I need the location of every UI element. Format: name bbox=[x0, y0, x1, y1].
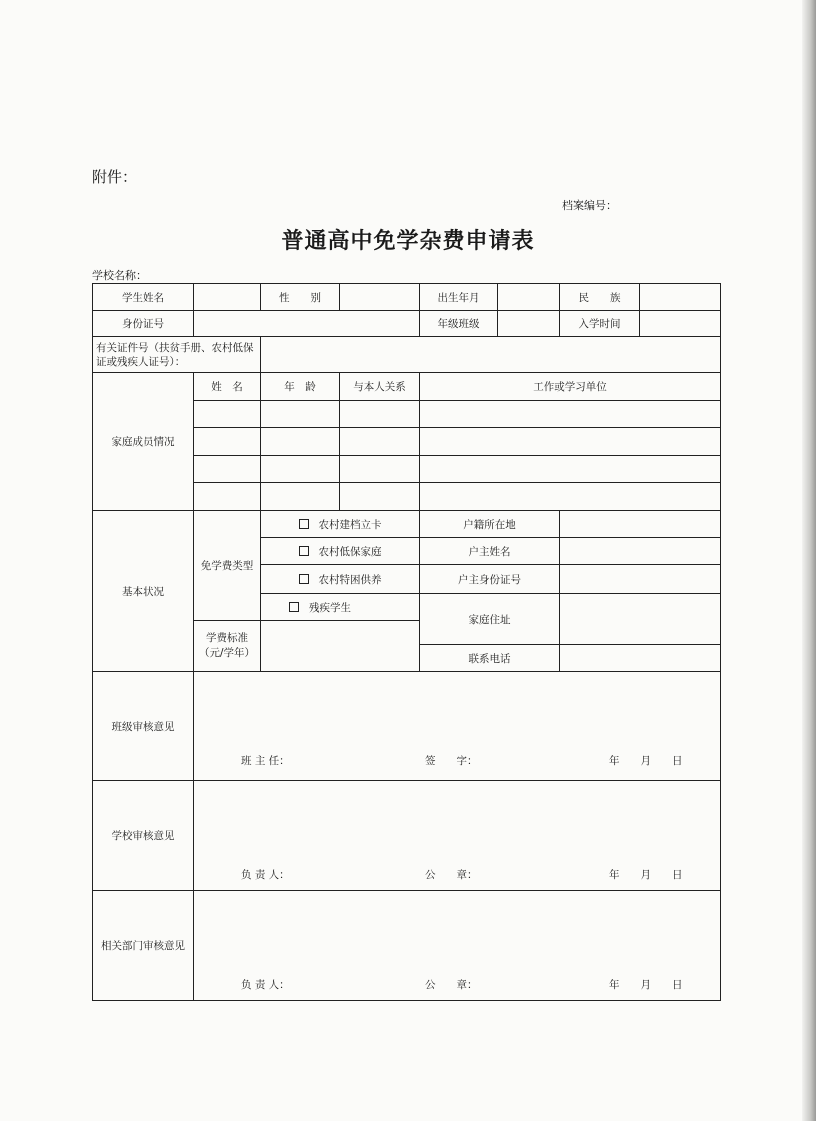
gender-field[interactable] bbox=[340, 284, 420, 311]
birth-field[interactable] bbox=[498, 284, 560, 311]
fee-standard-label: 学费标准（元/学年） bbox=[194, 621, 261, 672]
archive-number-label: 档案编号： bbox=[562, 199, 617, 212]
enroll-date-field[interactable] bbox=[640, 311, 721, 337]
family-header-workplace: 工作或学习单位 bbox=[420, 373, 721, 401]
fee-type-label: 免学费类型 bbox=[194, 511, 261, 621]
ethnicity-label: 民 族 bbox=[560, 284, 640, 311]
householder-name-field[interactable] bbox=[560, 538, 721, 565]
householder-id-field[interactable] bbox=[560, 565, 721, 594]
school-seal-label: 公 章： bbox=[425, 869, 478, 881]
home-address-field[interactable] bbox=[560, 594, 721, 645]
fee-standard-field[interactable] bbox=[261, 621, 420, 672]
school-person-label: 负 责 人： bbox=[241, 869, 290, 881]
grade-class-field[interactable] bbox=[498, 311, 560, 337]
checkbox-icon[interactable] bbox=[299, 519, 309, 529]
application-form-table bbox=[92, 283, 721, 1001]
contact-phone-label: 联系电话 bbox=[420, 645, 560, 672]
checkbox-icon[interactable] bbox=[299, 546, 309, 556]
option-low-income[interactable]: 农村低保家庭 bbox=[261, 538, 420, 565]
class-sign-label: 签 字： bbox=[425, 755, 478, 767]
contact-phone-field[interactable] bbox=[560, 645, 721, 672]
attachment-label: 附件： bbox=[92, 168, 138, 186]
class-date-label: 年 月 日 bbox=[609, 755, 683, 767]
id-number-field[interactable] bbox=[194, 311, 420, 337]
family-header-relation: 与本人关系 bbox=[340, 373, 420, 401]
option-registered-poor[interactable]: 农村建档立卡 bbox=[261, 511, 420, 538]
certificate-number-field[interactable] bbox=[261, 337, 721, 373]
class-review-label: 班级审核意见 bbox=[93, 672, 194, 781]
basic-status-label: 基本状况 bbox=[93, 511, 194, 672]
page-edge bbox=[802, 0, 816, 1121]
dept-seal-label: 公 章： bbox=[425, 979, 478, 991]
birth-label: 出生年月 bbox=[420, 284, 498, 311]
student-name-label: 学生姓名 bbox=[93, 284, 194, 311]
grade-class-label: 年级班级 bbox=[420, 311, 498, 337]
dept-date-label: 年 月 日 bbox=[609, 979, 683, 991]
dept-person-label: 负 责 人： bbox=[241, 979, 290, 991]
option-special-hardship[interactable]: 农村特困供养 bbox=[261, 565, 420, 594]
family-members-label: 家庭成员情况 bbox=[93, 373, 194, 511]
class-teacher-label: 班 主 任： bbox=[241, 755, 290, 767]
school-review-field[interactable] bbox=[194, 781, 721, 891]
dept-review-field[interactable] bbox=[194, 891, 721, 1001]
gender-label: 性 别 bbox=[261, 284, 340, 311]
dept-review-label: 相关部门审核意见 bbox=[93, 891, 194, 1001]
enroll-date-label: 入学时间 bbox=[560, 311, 640, 337]
school-review-label: 学校审核意见 bbox=[93, 781, 194, 891]
family-header-age: 年 龄 bbox=[261, 373, 340, 401]
ethnicity-field[interactable] bbox=[640, 284, 721, 311]
householder-name-label: 户主姓名 bbox=[420, 538, 560, 565]
family-header-name: 姓 名 bbox=[194, 373, 261, 401]
school-name-label: 学校名称： bbox=[92, 269, 147, 282]
student-name-field[interactable] bbox=[194, 284, 261, 311]
school-date-label: 年 月 日 bbox=[609, 869, 683, 881]
household-location-label: 户籍所在地 bbox=[420, 511, 560, 538]
form-title: 普通高中免学杂费申请表 bbox=[281, 228, 535, 254]
id-number-label: 身份证号 bbox=[93, 311, 194, 337]
householder-id-label: 户主身份证号 bbox=[420, 565, 560, 594]
home-address-label: 家庭住址 bbox=[420, 594, 560, 645]
option-disabled-student[interactable]: 残疾学生 bbox=[261, 594, 420, 621]
class-review-field[interactable] bbox=[194, 672, 721, 781]
certificate-number-label: 有关证件号（扶贫手册、农村低保证或残疾人证号）： bbox=[93, 337, 261, 373]
household-location-field[interactable] bbox=[560, 511, 721, 538]
checkbox-icon[interactable] bbox=[299, 574, 309, 584]
checkbox-icon[interactable] bbox=[289, 602, 299, 612]
